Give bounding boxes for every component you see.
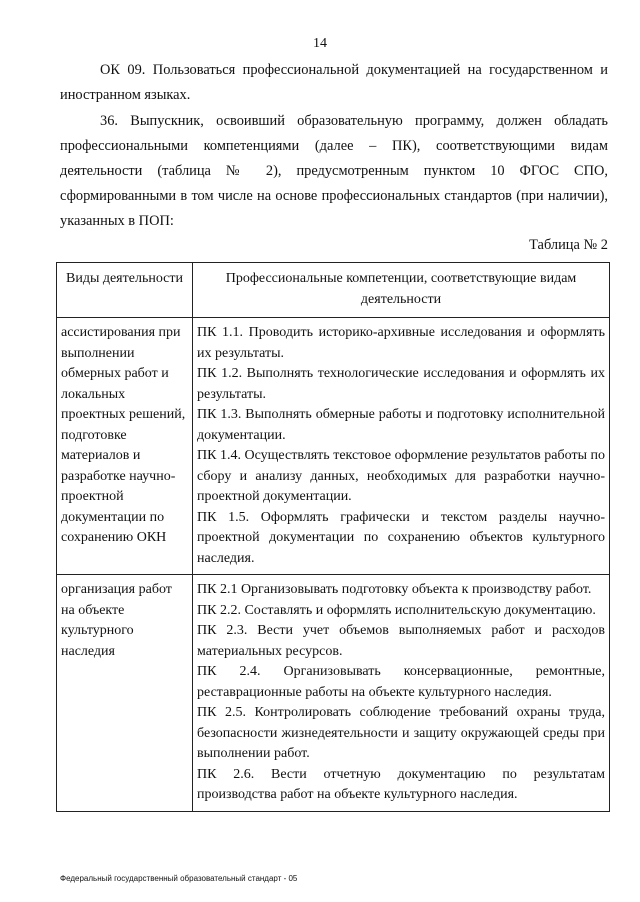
header-competencies: Профессиональные компетенции, соответствующие видам деятельности: [193, 263, 610, 318]
table-row: [57, 575, 610, 812]
footer-text: Федеральный государственный образовательный стандарт - 05: [60, 874, 298, 883]
competencies-cell: [193, 575, 610, 812]
competency-item: ПК 1.1. Проводить историко-архивные исследования и оформлять их результаты.: [197, 325, 605, 361]
paragraph-ok09: ОК 09. Пользоваться профессиональной документацией на государственном и иностранном языках.: [60, 62, 608, 103]
competencies-table: [56, 262, 610, 812]
header-activity: Виды деятельности: [57, 263, 193, 318]
competency-item: ПК 2.1 Организовывать подготовку объекта к производству работ.: [197, 582, 592, 597]
page-number: 14: [313, 36, 327, 51]
competency-item: ПК 1.5. Оформлять графически и текстом разделы научно-проектной документации по сохранению объектов культурного наследия.: [197, 509, 605, 566]
competency-item: ПК 1.3. Выполнять обмерные работы и подготовку исполнительной документации.: [197, 407, 605, 443]
table-caption: Таблица № 2: [529, 237, 608, 253]
competency-item: ПК 2.4. Организовывать консервационные, ремонтные, реставрационные работы на объекте культурного наследия.: [197, 664, 605, 700]
competency-item: ПК 2.6. Вести отчетную документацию по результатам производства работ на объекте культурного наследия.: [197, 766, 605, 802]
table-header-row: [57, 263, 610, 318]
paragraph-36: 36. Выпускник, освоивший образовательную программу, должен обладать профессиональными компетенциями (далее – ПК), соответствующими видам деятельности (таблица № 2), предусмотренным пунктом 10 ФГОС СПО, сформированными в том числе на основе профессиональных стандартов (при наличии), указанных в ПОП:: [60, 113, 608, 229]
activity-cell: ассистирования при выполнении обмерных работ и локальных проектных решений, подготовке материалов и разработке научно-проектной документации по сохранению ОКН: [57, 318, 193, 575]
competency-item: ПК 2.3. Вести учет объемов выполняемых работ и расходов материальных ресурсов.: [197, 623, 605, 659]
competencies-cell: [193, 318, 610, 575]
competency-item: ПК 1.4. Осуществлять текстовое оформление результатов работы по сбору и анализу данных, необходимых для разработки научно-проектной документации.: [197, 448, 605, 504]
competency-item: ПК 2.5. Контролировать соблюдение требований охраны труда, безопасности жизнедеятельности и защиту окружающей среды при выполнении работ.: [197, 705, 605, 761]
competency-item: ПК 1.2. Выполнять технологические исследования и оформлять их результаты.: [197, 366, 605, 402]
table-row: [57, 318, 610, 575]
activity-cell: организация работ на объекте культурного наследия: [57, 575, 193, 812]
competency-item: ПК 2.2. Составлять и оформлять исполнительскую документацию.: [197, 602, 596, 618]
